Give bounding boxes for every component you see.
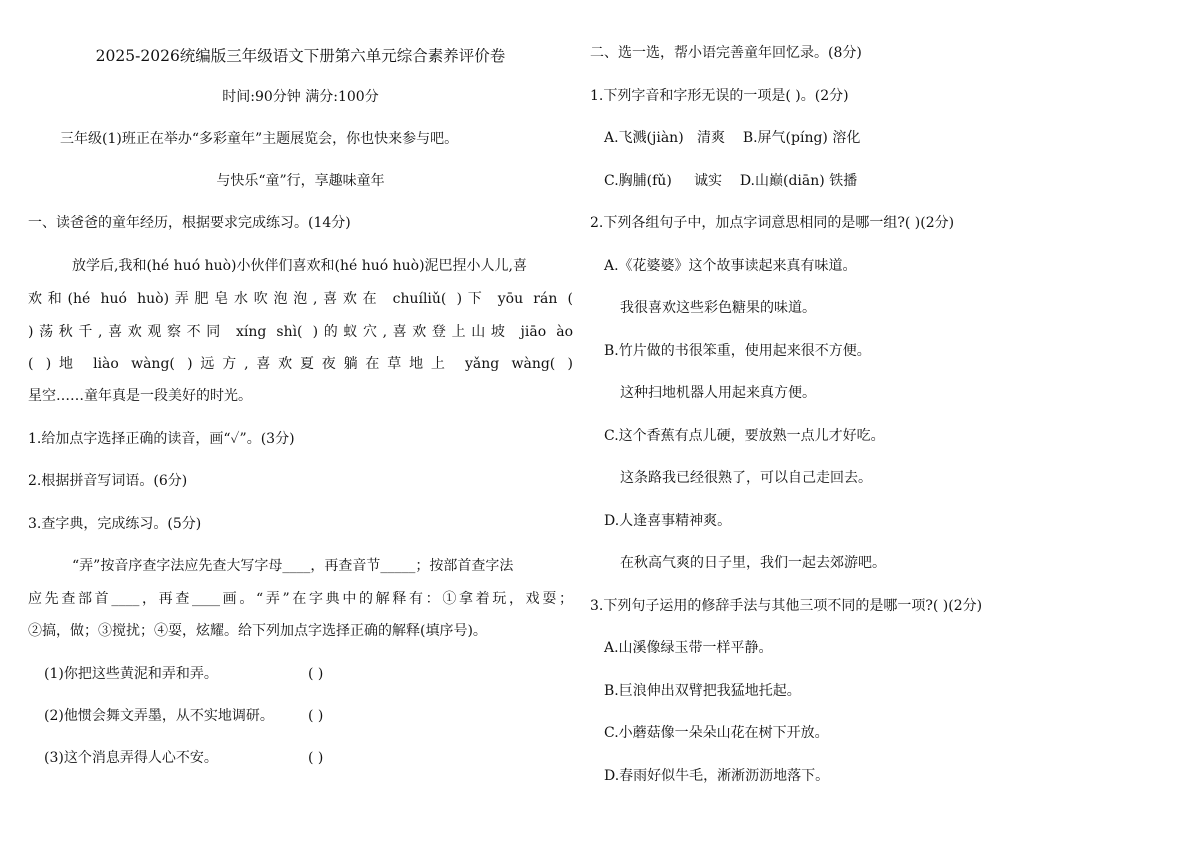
question-2-2: 2.下列各组句子中，加点字词意思相同的是哪一组?( )(2分) (590, 215, 955, 231)
dictionary-text: 应先查部首____，再查____画。“弄”在字典中的解释有：①拿着玩，戏耍； (28, 591, 573, 607)
option-line: A.飞溅(jiàn) 清爽 B.屏气(píng) 溶化 (604, 130, 861, 146)
option-line: C.胸脯(fǔ) 诚实 D.山巅(diān) 铁播 (604, 173, 858, 189)
time-info: 时间:90分钟 满分:100分 (222, 89, 379, 105)
section1-heading: 一、读爸爸的童年经历，根据要求完成练习。(14分) (28, 215, 351, 231)
sub-question: (1)你把这些黄泥和弄和弄。 (44, 666, 218, 682)
option-sentence: 这种扫地机器人用起来真方便。 (620, 385, 816, 401)
dictionary-text: “弄”按音序查字法应先查大写字母____，再查音节_____；按部首查字法 (72, 558, 514, 574)
option-b: B.巨浪伸出双臂把我猛地托起。 (604, 683, 801, 699)
section2-heading: 二、选一选，帮小语完善童年回忆录。(8分) (590, 45, 862, 61)
option-d: D.春雨好似牛毛，淅淅沥沥地落下。 (604, 768, 830, 784)
sub-question: (3)这个消息弄得人心不安。 (44, 750, 218, 766)
question-1-1: 1.给加点字选择正确的读音，画“✓”。(3分) (28, 431, 295, 447)
option-a: A.山溪像绿玉带一样平静。 (604, 640, 773, 656)
theme-subtitle: 与快乐“童”行，享趣味童年 (216, 173, 385, 189)
option-a: A.《花婆婆》这个故事读起来真有味道。 (604, 258, 857, 274)
dictionary-text: ②搞，做；③搅扰；④耍，炫耀。给下列加点字选择正确的解释(填序号)。 (28, 623, 487, 639)
option-sentence: 我很喜欢这些彩色糖果的味道。 (620, 300, 816, 316)
question-2-1: 1.下列字音和字形无误的一项是( )。(2分) (590, 88, 849, 104)
passage-line: ( )地 liào wàng( )远方,喜欢夏夜躺在草地上 yǎng wàng( ) (28, 356, 573, 372)
option-c: C.小蘑菇像一朵朵山花在树下开放。 (604, 725, 829, 741)
passage-line: )荡秋千,喜欢观察不同 xíng shì( )的蚁穴,喜欢登上山坡 jiāo ào (28, 324, 573, 340)
sub-question: (2)他惯会舞文弄墨，从不实地调研。 (44, 708, 274, 724)
answer-blank[interactable]: ( ) (308, 666, 324, 682)
answer-blank[interactable]: ( ) (308, 750, 324, 766)
passage-line: 放学后,我和(hé huó huò)小伙伴们喜欢和(hé huó huò)泥巴捏小人儿,喜 (72, 258, 527, 274)
intro-text: 三年级(1)班正在举办“多彩童年”主题展览会，你也快来参与吧。 (60, 131, 459, 147)
passage-line: 星空……童年真是一段美好的时光。 (28, 388, 252, 404)
question-2-3: 3.下列句子运用的修辞手法与其他三项不同的是哪一项?( )(2分) (590, 598, 983, 614)
question-1-3: 3.查字典，完成练习。(5分) (28, 516, 202, 532)
option-c: C.这个香蕉有点儿硬，要放熟一点儿才好吃。 (604, 428, 885, 444)
passage-line: 欢和(hé huó huò)弄肥皂水吹泡泡,喜欢在 chuíliǔ( )下 yōu rán ( (28, 291, 573, 307)
option-d: D.人逢喜事精神爽。 (604, 513, 732, 529)
answer-blank[interactable]: ( ) (308, 708, 324, 724)
exam-title: 2025-2026统编版三年级语文下册第六单元综合素养评价卷 (95, 47, 506, 65)
option-sentence: 这条路我已经很熟了，可以自己走回去。 (620, 470, 872, 486)
question-1-2: 2.根据拼音写词语。(6分) (28, 473, 188, 489)
option-sentence: 在秋高气爽的日子里，我们一起去郊游吧。 (620, 555, 886, 571)
option-b: B.竹片做的书很笨重，使用起来很不方便。 (604, 343, 871, 359)
